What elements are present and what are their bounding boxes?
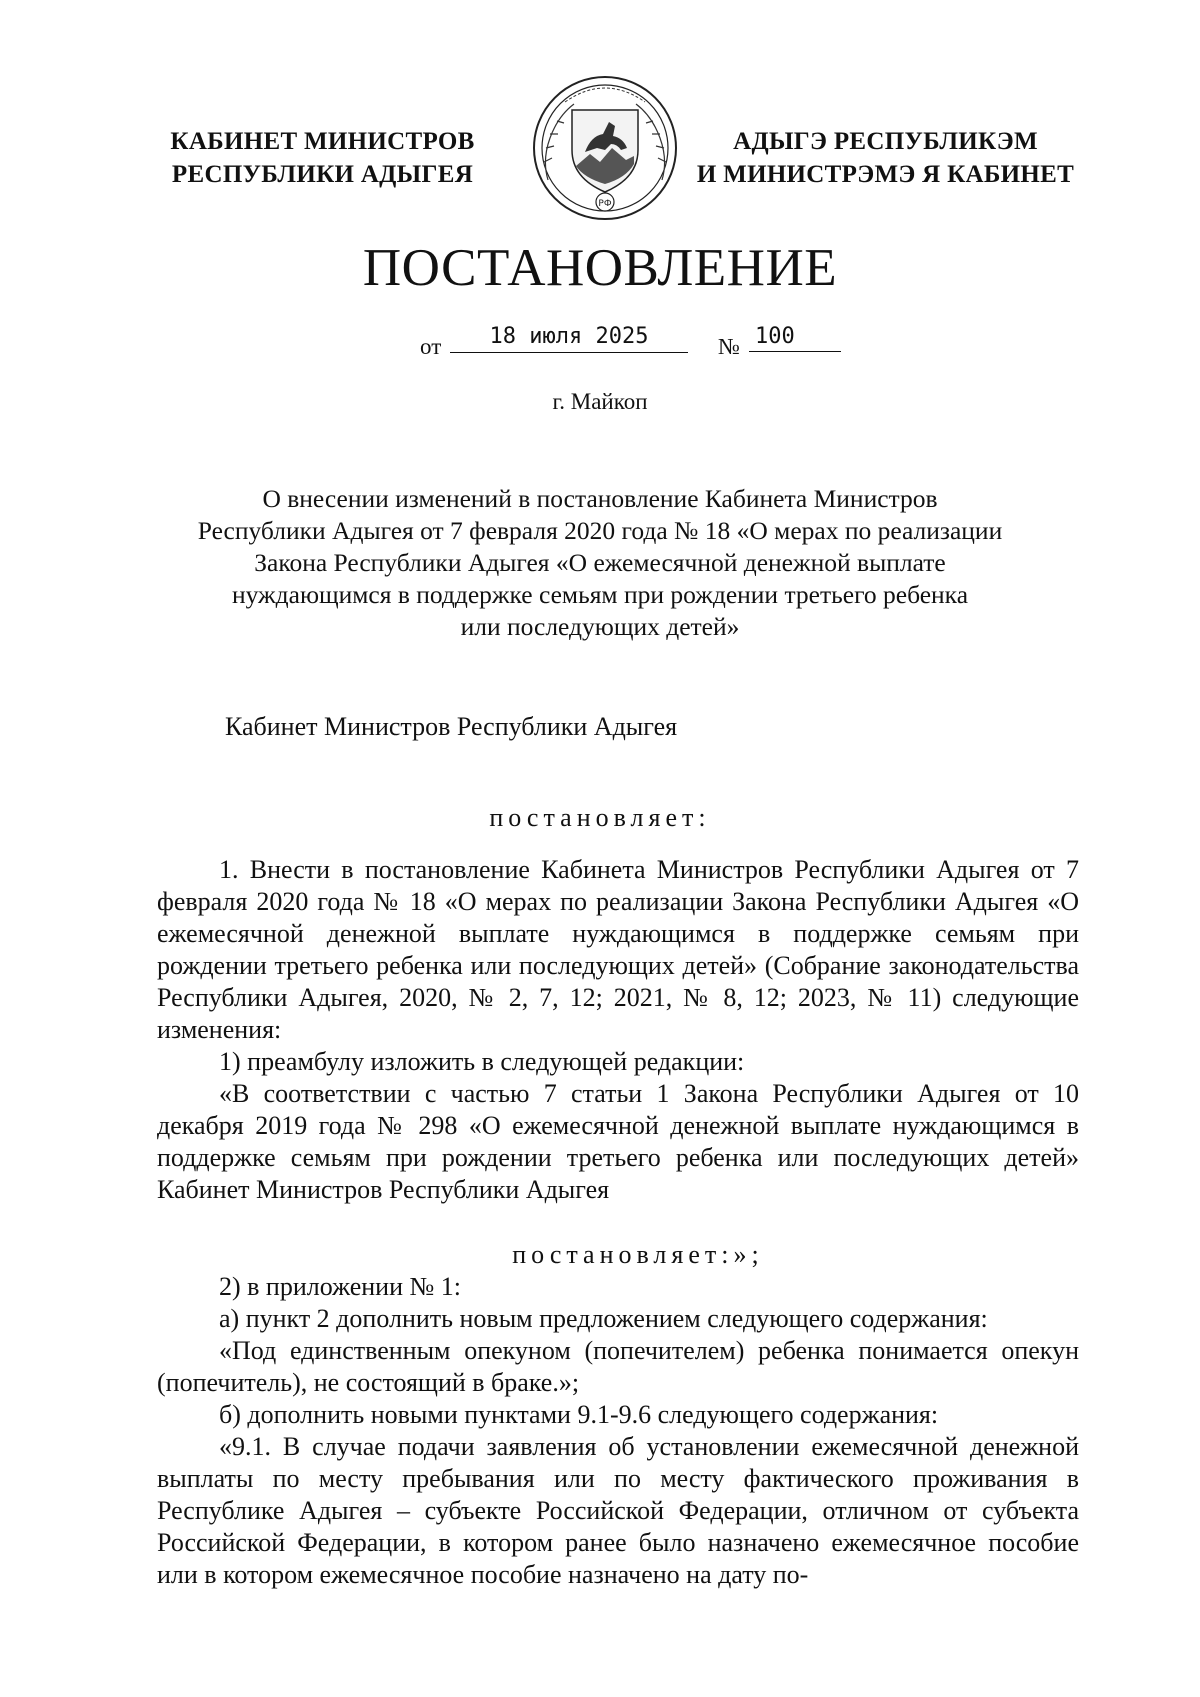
paragraph-7: б) дополнить новыми пунктами 9.1-9.6 следующего содержания:	[219, 1400, 939, 1429]
paragraph-3: «В соответствии с частью 7 статьи 1 Закона Республики Адыгея от 10 декабря 2019 года № 298 «О ежемесячной денежной выплате нуждающимся в поддержке семьям при рождении третьего ребенка или последующих детей» Кабинет Министров Республики Адыгея	[157, 1079, 1079, 1204]
paragraph-1: 1. Внести в постановление Кабинета Министров Республики Адыгея от 7 февраля 2020 года № 18 «О мерах по реализации Закона Республики Адыгея «О ежемесячной денежной выплате нуждающимся в поддержке семьям при рождении третьего ребенка или последующих детей» (Собрание законодательства Республики Адыгея, 2020, № 2, 7, 12; 2021, № 8, 12; 2023, № 11) следующие изменения:	[157, 855, 1079, 1044]
body-text-block-2	[157, 1239, 1079, 1591]
date-from-label: от	[420, 334, 442, 359]
decrees-heading-quoted: постановляет:»;	[512, 1240, 764, 1269]
issuer-ady-line2: И МИНИСТРЭМЭ Я КАБИНЕТ	[696, 161, 1075, 188]
issuer-ru-line1: КАБИНЕТ МИНИСТРОВ	[170, 128, 475, 155]
subject-line: или последующих детей»	[460, 612, 740, 641]
issuer-ru-line2: РЕСПУБЛИКИ АДЫГЕЯ	[171, 161, 474, 188]
coat-of-arms-of-adygea-icon	[530, 70, 680, 225]
city: г. Майкоп	[552, 389, 648, 414]
document-number: 100	[749, 322, 841, 352]
subject-line: нуждающимся в поддержке семьям при рождении третьего ребенка	[231, 580, 969, 609]
decrees-heading: постановляет:	[489, 803, 711, 832]
body-intro: Кабинет Министров Республики Адыгея	[225, 712, 678, 741]
paragraph-6: «Под единственным опекуном (попечителем) ребенка понимается опекун (попечитель), не состоящий в браке.»;	[157, 1336, 1079, 1397]
body-text-block-1	[157, 854, 1079, 1206]
paragraph-4: 2) в приложении № 1:	[219, 1272, 462, 1301]
document-title: ПОСТАНОВЛЕНИЕ	[362, 239, 838, 297]
issuer-ady-line1: АДЫГЭ РЕСПУБЛИКЭМ	[733, 128, 1038, 155]
svg-text:РФ: РФ	[598, 199, 612, 209]
document-date: 18 июля 2025	[450, 322, 688, 353]
subject-line: Закона Республики Адыгея «О ежемесячной денежной выплате	[254, 548, 946, 577]
paragraph-8: «9.1. В случае подачи заявления об установлении ежемесячной денежной выплаты по месту пребывания или по месту фактического проживания в Республике Адыгея – субъекте Российской Федерации, отличном от субъекта Российской Федерации, в котором ранее было назначено ежемесячное пособие или в котором ежемесячное пособие назначено на дату по-	[157, 1432, 1079, 1589]
dateline	[420, 322, 840, 362]
issuer-name-adyghe	[688, 125, 1083, 191]
document-subject	[140, 483, 1060, 643]
paragraph-2: 1) преамбулу изложить в следующей редакции:	[219, 1047, 745, 1076]
subject-line: Республики Адыгея от 7 февраля 2020 года № 18 «О мерах по реализации	[197, 516, 1003, 545]
paragraph-5: а) пункт 2 дополнить новым предложением следующего содержания:	[219, 1304, 988, 1333]
issuer-name-russian	[150, 125, 495, 191]
number-label: №	[718, 334, 740, 359]
subject-line: О внесении изменений в постановление Кабинета Министров	[262, 484, 938, 513]
